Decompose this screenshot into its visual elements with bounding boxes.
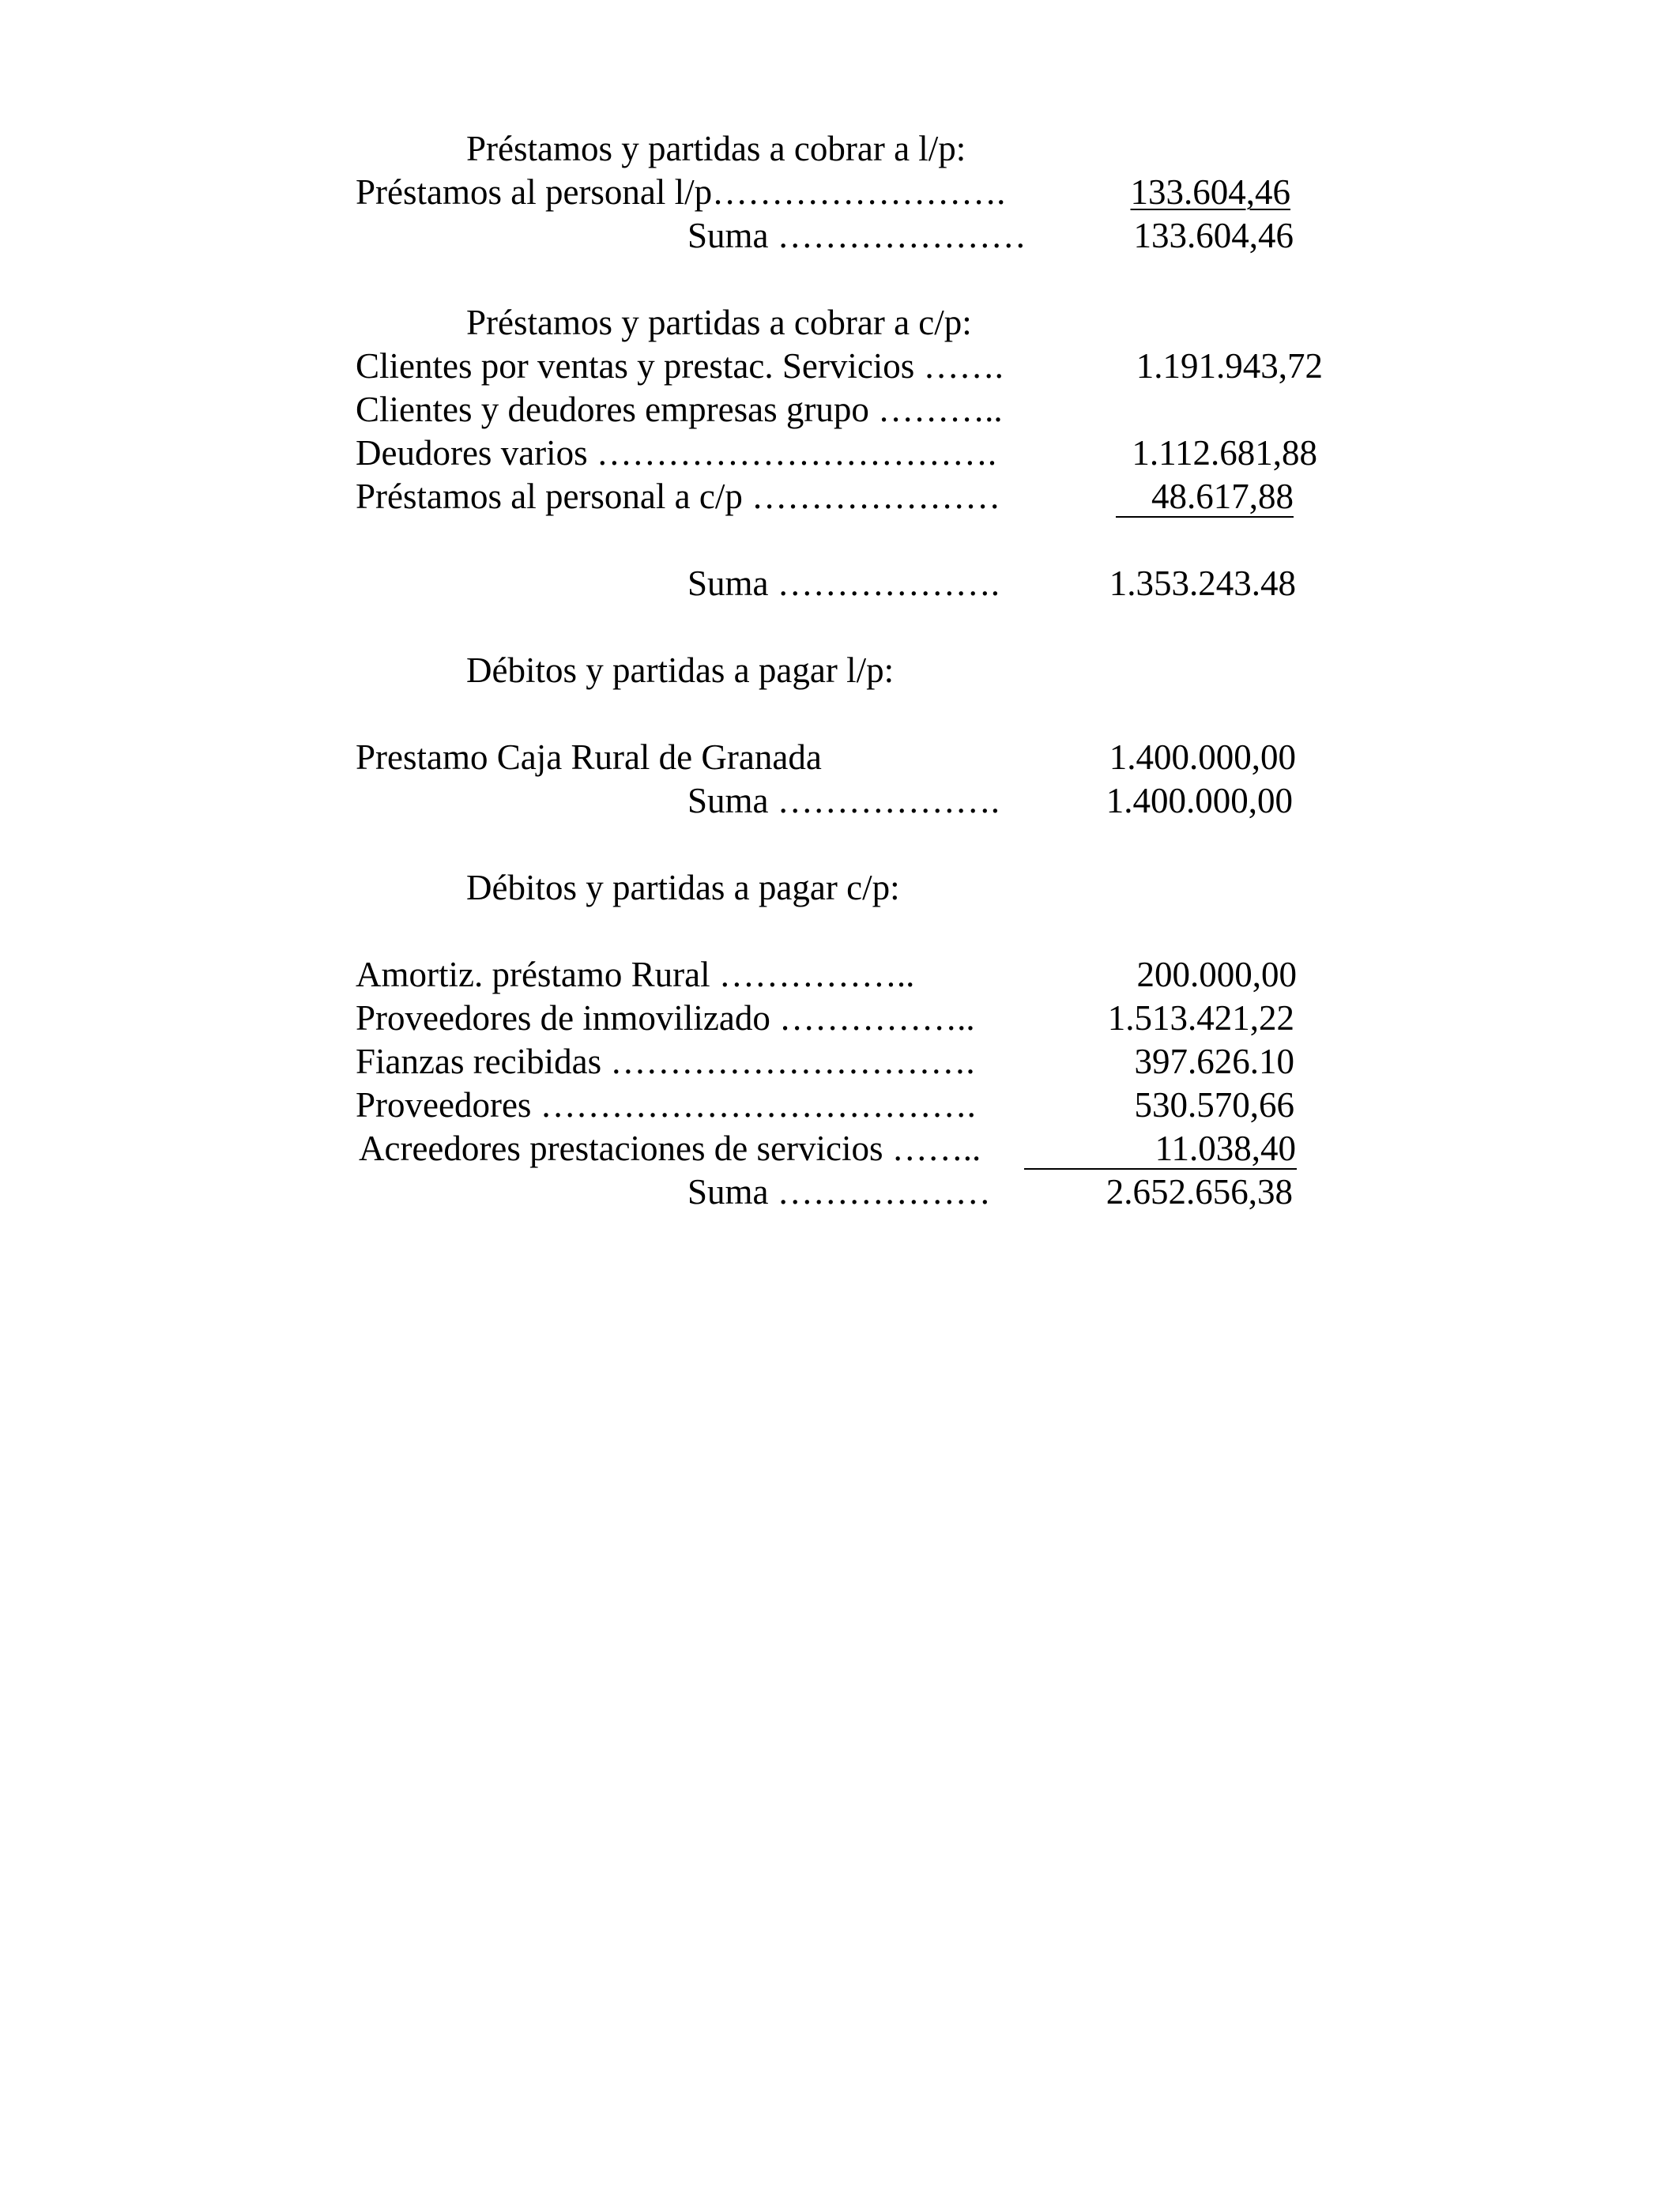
row-label: Clientes y deudores empresas grupo ……….. — [356, 390, 1003, 429]
section-heading: Préstamos y partidas a cobrar a l/p: — [466, 129, 966, 168]
row-label: Acreedores prestaciones de servicios …….. — [359, 1129, 981, 1168]
underline-rule — [1116, 516, 1294, 518]
sum-value: 133.604,46 — [1133, 216, 1294, 255]
sum-value: 2.652.656,38 — [1106, 1172, 1293, 1212]
row-value: 48.617,88 — [1151, 477, 1294, 516]
row-label: Amortiz. préstamo Rural …………….. — [356, 955, 915, 994]
row-value: 11.038,40 — [1155, 1129, 1296, 1168]
sum-label: Suma ………………. — [687, 564, 1000, 603]
row-value: 1.112.681,88 — [1132, 433, 1317, 473]
section-heading: Débitos y partidas a pagar l/p: — [466, 650, 895, 690]
row-label: Fianzas recibidas …………………………. — [356, 1042, 975, 1081]
row-label: Préstamos al personal a c/p ………………… — [356, 477, 1001, 516]
row-label: Proveedores de inmovilizado …………….. — [356, 998, 975, 1038]
row-value: 1.513.421,22 — [1107, 998, 1294, 1038]
row-label: Deudores varios ……………………………. — [356, 433, 997, 473]
row-value: 1.400.000,00 — [1109, 737, 1296, 777]
row-label: Clientes por ventas y prestac. Servicios ……. — [356, 346, 1004, 386]
sum-value: 1.400.000,00 — [1106, 781, 1293, 820]
row-value: 1.191.943,72 — [1136, 346, 1323, 386]
row-value: 200.000,00 — [1136, 955, 1297, 994]
sum-label: Suma ………………… — [687, 216, 1026, 255]
row-label: Proveedores ………………………………. — [356, 1085, 976, 1125]
row-label: Prestamo Caja Rural de Granada — [356, 737, 822, 777]
underline-rule — [1024, 1168, 1297, 1170]
row-value: 530.570,66 — [1134, 1085, 1294, 1125]
sum-value: 1.353.243.48 — [1109, 564, 1296, 603]
row-value: 397.626.10 — [1134, 1042, 1294, 1081]
section-heading: Préstamos y partidas a cobrar a c/p: — [466, 303, 972, 342]
row-value: 133.604,46 — [1130, 172, 1290, 212]
sum-label: Suma ………………. — [687, 781, 1000, 820]
section-heading: Débitos y partidas a pagar c/p: — [466, 868, 900, 907]
sum-label: Suma ……………… — [687, 1172, 991, 1212]
row-label: Préstamos al personal l/p……………………. — [356, 172, 1006, 212]
